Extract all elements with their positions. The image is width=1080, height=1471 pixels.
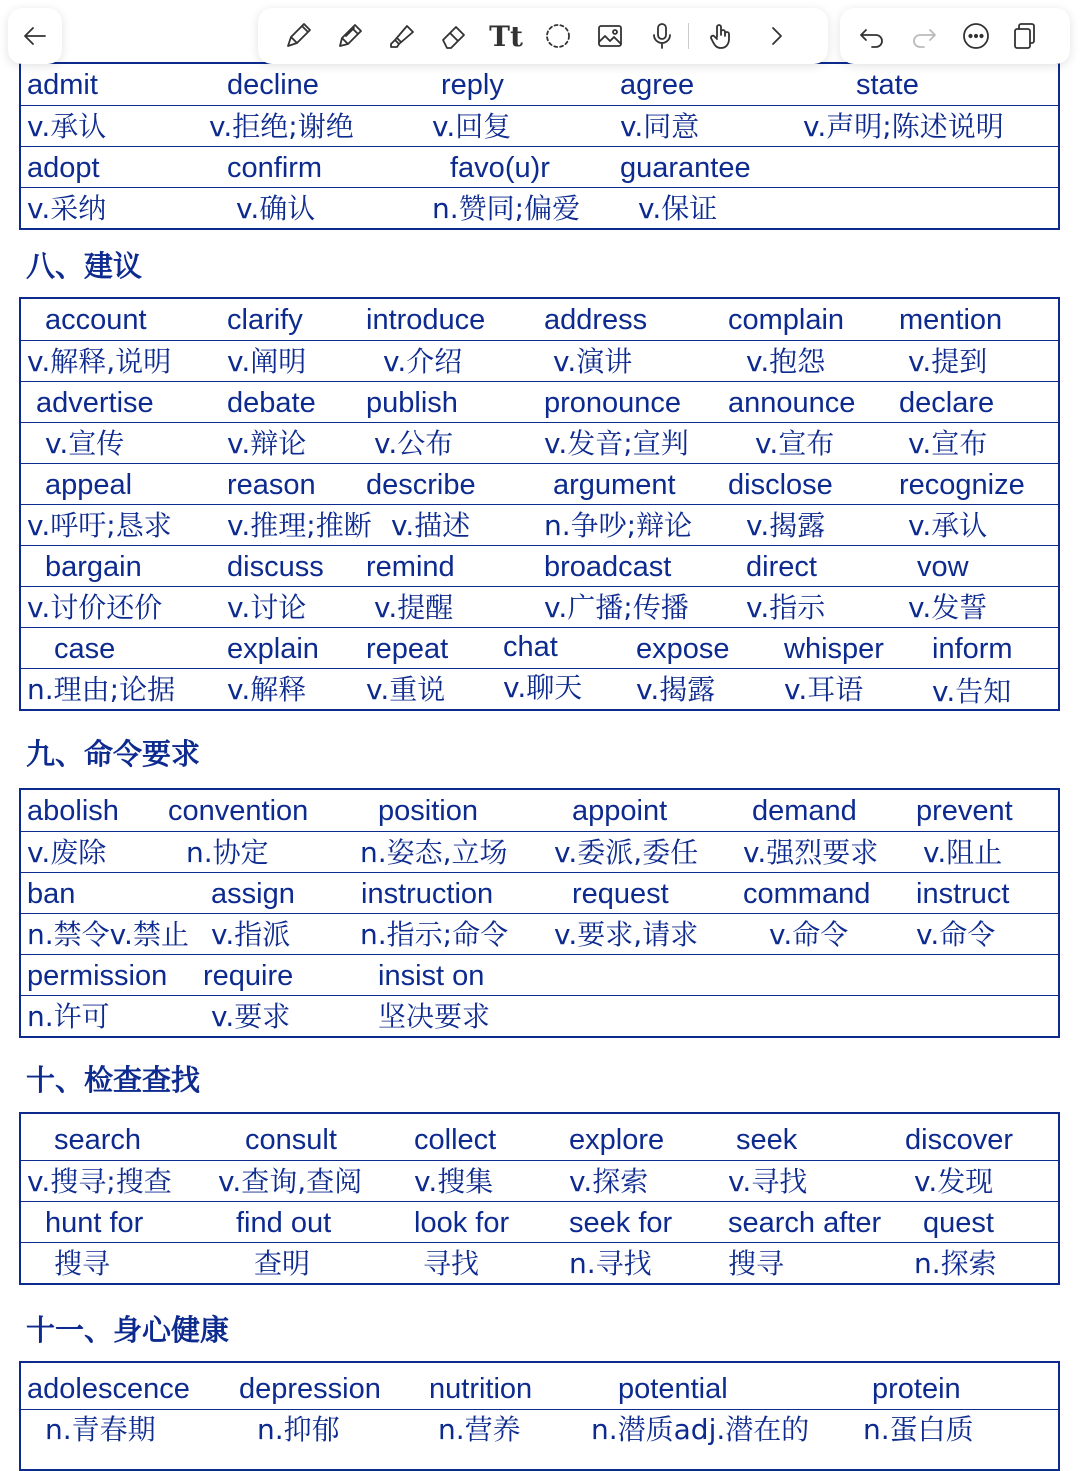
word: publish [366, 387, 458, 419]
redo-icon[interactable] [902, 14, 946, 58]
definition: v.废除 [27, 836, 107, 869]
definition: v.耳语 [784, 673, 864, 706]
definition: v.寻找 [728, 1165, 808, 1198]
definition: 查明 [254, 1247, 311, 1280]
word: ban [27, 878, 76, 910]
word: bargain [45, 551, 142, 583]
definition: v.拒绝;谢绝 [209, 110, 354, 143]
word: inform [932, 633, 1013, 665]
table-row [21, 463, 1058, 504]
table-row [21, 187, 1058, 228]
definition: v.搜寻;搜查 [27, 1165, 172, 1198]
vocab-table-3 [19, 1112, 1060, 1285]
definition: v.发誓 [908, 591, 988, 624]
definition: v.宣传 [45, 427, 125, 460]
word: vow [917, 551, 969, 583]
definition: n.寻找 [569, 1247, 652, 1280]
word: describe [366, 469, 476, 501]
word: assign [211, 878, 295, 910]
pages-icon[interactable] [1002, 14, 1046, 58]
definition: v.查询,查阅 [218, 1165, 363, 1198]
table-row [21, 64, 1058, 105]
definition: v.提到 [908, 345, 988, 378]
word: declare [899, 387, 995, 419]
word: consult [245, 1124, 337, 1156]
definition: v.重说 [366, 673, 446, 706]
definition: v.命令 [916, 918, 996, 951]
table-row [21, 381, 1058, 422]
word: pronounce [544, 387, 682, 419]
word: account [45, 304, 147, 336]
word: clarify [227, 304, 303, 336]
word: introduce [366, 304, 486, 336]
word: command [743, 878, 871, 910]
word: instruct [916, 878, 1010, 910]
word: recognize [899, 469, 1025, 501]
definition: v.声明;陈述说明 [803, 110, 1004, 143]
word: protein [872, 1373, 961, 1405]
table-row [21, 1242, 1058, 1283]
definition: n.禁令v.禁止 [27, 918, 189, 951]
table-row [21, 1409, 1058, 1469]
word: adolescence [27, 1373, 190, 1405]
word: state [856, 69, 919, 101]
section-title: 十、检查查找 [26, 1063, 201, 1097]
definition: v.演讲 [553, 345, 633, 378]
word: case [54, 633, 116, 665]
word: reason [227, 469, 316, 501]
definition: v.描述 [391, 509, 471, 542]
definition: v.解释,说明 [27, 345, 172, 378]
word: favo(u)r [450, 152, 550, 184]
definition: v.抱怨 [746, 345, 826, 378]
word: adopt [27, 152, 100, 184]
word: request [572, 878, 669, 910]
definition: v.讨论 [227, 591, 307, 624]
definition: v.揭露 [746, 509, 826, 542]
table-row [21, 790, 1058, 831]
word: position [378, 795, 478, 827]
word: search [54, 1124, 142, 1156]
text-icon[interactable] [484, 14, 528, 58]
word: discover [905, 1124, 1013, 1156]
word: agree [620, 69, 695, 101]
table-row [21, 995, 1058, 1036]
table-row [21, 340, 1058, 381]
word: mention [899, 304, 1003, 336]
vocab-table-2 [19, 788, 1060, 1038]
table-row [21, 1363, 1058, 1409]
table-row [21, 299, 1058, 340]
definition: n.许可 [27, 1000, 110, 1033]
word: explain [227, 633, 319, 665]
text-tool-label: Tt [489, 19, 523, 53]
definition: v.解释 [227, 673, 307, 706]
definition: v.发音;宣判 [544, 427, 689, 460]
word: advertise [36, 387, 154, 419]
word: confirm [227, 152, 323, 184]
word: hunt for [45, 1207, 144, 1239]
definition: v.确认 [236, 192, 316, 225]
table-row [21, 831, 1058, 872]
definition: 搜寻 [728, 1247, 785, 1280]
table-row [21, 146, 1058, 187]
table-row [21, 1114, 1058, 1160]
highlighter-icon[interactable] [380, 14, 424, 58]
definition: v.介绍 [383, 345, 463, 378]
vocab-table-0 [19, 62, 1060, 230]
word: convention [168, 795, 309, 827]
definition: v.保证 [638, 192, 718, 225]
word: argument [553, 469, 676, 501]
definition: n.探索 [914, 1247, 997, 1280]
definition: v.阻止 [923, 836, 1003, 869]
word: quest [923, 1207, 994, 1239]
definition: v.承认 [908, 509, 988, 542]
word: abolish [27, 795, 119, 827]
touch-icon[interactable] [699, 14, 743, 58]
definition: v.承认 [27, 110, 107, 143]
word: collect [414, 1124, 497, 1156]
definition: v.提醒 [374, 591, 454, 624]
eraser-icon[interactable] [432, 14, 476, 58]
more-icon[interactable] [954, 14, 998, 58]
word: remind [366, 551, 455, 583]
history-toolbar [840, 8, 1070, 64]
toolbar-divider [688, 23, 689, 49]
word: appeal [45, 469, 133, 501]
definition: 搜寻 [54, 1247, 111, 1280]
definition: v.公布 [374, 427, 454, 460]
word: instruction [361, 878, 494, 910]
word: admit [27, 69, 98, 101]
word: prevent [916, 795, 1013, 827]
definition: v.告知 [932, 675, 1012, 708]
definition: v.宣布 [755, 427, 835, 460]
table-row [21, 872, 1058, 913]
word: repeat [366, 633, 449, 665]
definition: n.姿态,立场 [360, 836, 508, 869]
definition: v.回复 [432, 110, 512, 143]
word: expose [636, 633, 730, 665]
word: demand [752, 795, 857, 827]
word: look for [414, 1207, 510, 1239]
definition: v.指示 [746, 591, 826, 624]
table-row [21, 913, 1058, 954]
word: nutrition [429, 1373, 533, 1405]
definition: v.同意 [620, 110, 700, 143]
word: search after [728, 1207, 882, 1239]
definition: v.揭露 [636, 673, 716, 706]
word: find out [236, 1207, 332, 1239]
word: potential [618, 1373, 728, 1405]
lasso-icon[interactable] [536, 14, 580, 58]
word: whisper [784, 633, 884, 665]
definition: n.抑郁 [257, 1413, 340, 1446]
image-icon[interactable] [588, 14, 632, 58]
back-arrow-icon[interactable] [13, 14, 57, 58]
definition: n.赞同;偏爱 [432, 192, 581, 225]
word: permission [27, 960, 168, 992]
word: decline [227, 69, 319, 101]
definition: v.委派,委任 [554, 836, 699, 869]
word: depression [239, 1373, 381, 1405]
definition: v.阐明 [227, 345, 307, 378]
definition: n.争吵;辩论 [544, 509, 693, 542]
table-row [21, 627, 1058, 668]
word: guarantee [620, 152, 751, 184]
section-title: 九、命令要求 [26, 737, 201, 771]
definition: n.指示;命令 [360, 918, 509, 951]
mic-icon[interactable] [640, 14, 684, 58]
definition: v.呼吁;恳求 [27, 509, 172, 542]
undo-icon[interactable] [850, 14, 894, 58]
word: broadcast [544, 551, 672, 583]
word: direct [746, 551, 817, 583]
word: seek for [569, 1207, 673, 1239]
definition: v.要求,请求 [554, 918, 699, 951]
definition: v.探索 [569, 1165, 649, 1198]
definition: v.采纳 [27, 192, 107, 225]
word: announce [728, 387, 856, 419]
definition: n.理由;论据 [27, 673, 176, 706]
section-title: 十一、身心健康 [26, 1313, 230, 1347]
definition: 寻找 [423, 1247, 480, 1280]
table-row [21, 586, 1058, 627]
word: debate [227, 387, 316, 419]
definition: n.潜质adj.潜在的 [591, 1413, 810, 1446]
vocab-table-4 [19, 1361, 1060, 1471]
tools-toolbar [258, 8, 828, 64]
word: require [203, 960, 294, 992]
word: explore [569, 1124, 665, 1156]
definition: n.青春期 [45, 1413, 156, 1446]
definition: v.辩论 [227, 427, 307, 460]
definition: v.发现 [914, 1165, 994, 1198]
definition: n.营养 [438, 1413, 521, 1446]
definition: n.协定 [186, 836, 269, 869]
word: insist on [378, 960, 485, 992]
table-row [21, 954, 1058, 995]
pen-icon[interactable] [328, 14, 372, 58]
word: reply [441, 69, 504, 101]
chevron-right-icon[interactable] [755, 14, 799, 58]
word: discuss [227, 551, 324, 583]
table-row [21, 504, 1058, 545]
definition: v.宣布 [908, 427, 988, 460]
definition: v.聊天 [503, 671, 583, 704]
definition: v.推理;推断 [227, 509, 372, 542]
word: address [544, 304, 648, 336]
pencil-icon[interactable] [276, 14, 320, 58]
word: seek [736, 1124, 798, 1156]
table-row [21, 545, 1058, 586]
word: appoint [572, 795, 668, 827]
definition: v.要求 [211, 1000, 291, 1033]
vocab-table-1 [19, 297, 1060, 711]
word: disclose [728, 469, 833, 501]
definition: v.命令 [769, 918, 849, 951]
definition: v.讨价还价 [27, 591, 163, 624]
table-row [21, 105, 1058, 146]
definition: v.搜集 [414, 1165, 494, 1198]
section-title: 八、建议 [26, 249, 143, 283]
back-toolbar [8, 8, 62, 64]
word: chat [503, 631, 558, 663]
table-row [21, 1201, 1058, 1242]
definition: v.强烈要求 [743, 836, 879, 869]
word: complain [728, 304, 845, 336]
definition: v.指派 [211, 918, 291, 951]
definition: n.蛋白质 [863, 1413, 974, 1446]
table-row [21, 1160, 1058, 1201]
definition: 坚决要求 [378, 1000, 491, 1033]
table-row [21, 668, 1058, 709]
definition: v.广播;传播 [544, 591, 689, 624]
table-row [21, 422, 1058, 463]
